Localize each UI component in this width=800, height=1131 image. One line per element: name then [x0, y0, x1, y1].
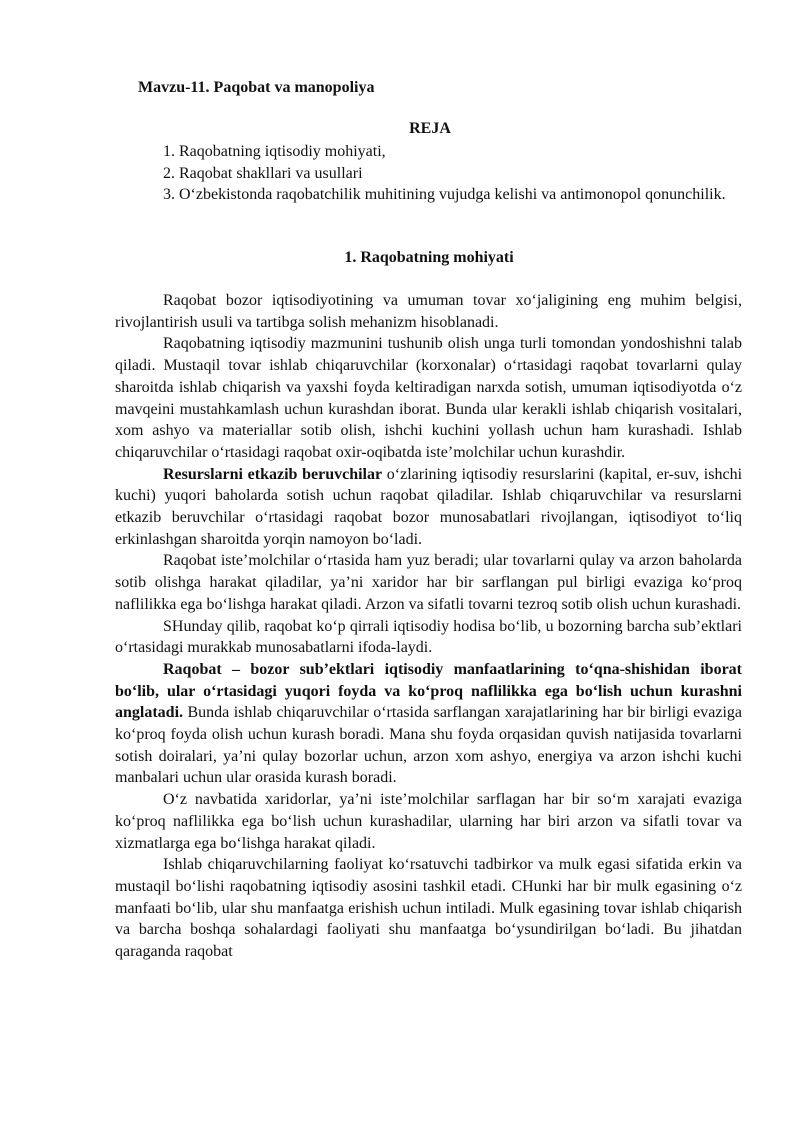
paragraph-text: Raqobatning iqtisodiy mazmunini tushunib olish unga turli tomondan yondoshishni talab qiladi. Mustaqil tovar ishlab chiqaruvchilar (korxonalar) o‘rtasidagi raqobat tovarlarni qulay sharoitda ishlab chiqarish va yaxshi foyda keltiradigan narxda sotish, umuman iqtisodiyotda o‘z mavqeini mustahkamlash uchun kurashdan iborat. Bunda ular kerakli ishlab chiqarish vositalari, xom ashyo va materiallar sotib olish, ishchi kuchini yollash uchun ham kurashadi. Ishlab chiqaruvchilar o‘rtasidagi raqobat oxir-oqibatda iste’molchilar uchun kurashdir. — [115, 335, 742, 461]
paragraph — [115, 659, 742, 789]
paragraph-text: O‘z navbatida xaridorlar, ya’ni iste’molchilar sarflagan har bir so‘m xarajati evaziga ko‘proq naflilikka ega bo‘lish uchun kurashadilar, ularning har biri arzon va sifatli tovar va xizmatlarga ega bo‘lishga harakat qiladi. — [115, 791, 742, 852]
paragraph — [115, 290, 742, 333]
paragraph-lead: Resurslarni etkazib beruvchilar — [163, 465, 383, 483]
paragraph-text: o‘zlarining iqtisodiy resurslarini (kapital, er-suv, ishchi kuchi) yuqori baholarda sotish uchun raqobat qiladilar. Ishlab chiqaruvchilar va resurslarni etkazib beruvchilar o‘rtasidagi raqobat bozor munosabatlari rivojlangan, iqtisodiyot to‘liq erkinlashgan sharoitda yorqin namoyon bo‘ladi. — [115, 465, 743, 548]
paragraph-text: Raqobat iste’molchilar o‘rtasida ham yuz beradi; ular tovarlarni qulay va arzon baholarda sotib olishga harakat qiladilar, ya’ni xaridor har bir sarflangan pul birligi evaziga ko‘proq naflilikka ega bo‘lishga harakat qiladi. Arzon va sifatli tovarni tezroq sotib olish uchun kurashadi. — [115, 552, 742, 613]
plan-item: 2. Raqobat shakllari va usullari — [163, 164, 363, 182]
paragraph — [115, 616, 742, 659]
paragraph-text: SHunday qilib, raqobat ko‘p qirrali iqtisodiy hodisa bo‘lib, u bozorning barcha sub’ektlari o‘rtasidagi murakkab munosabatlarni ifoda-laydi. — [115, 617, 742, 657]
plan-item: 1. Raqobatning iqtisodiy mohiyati, — [163, 143, 386, 160]
paragraph — [115, 333, 742, 463]
paragraph-text: Ishlab chiqaruvchilarning faoliyat ko‘rsatuvchi tadbirkor va mulk egasi sifatida erkin va mustaqil bo‘lishi raqobatning iqtisodiy asosini tashkil etadi. CHunki har bir mulk egasining o‘z manfaati bo‘lib, ular shu manfaatga erishish uchun intiladi. Mulk egasining tovar ishlab chiqarish va barcha boshqa sohalardagi faoliyati shu manfaatga bo‘ysundirilgan bo‘ladi. Bu jihatdan qaraganda raqobat — [115, 856, 742, 961]
section-title: 1. Raqobatning mohiyati — [344, 249, 514, 266]
paragraph-text: Raqobat bozor iqtisodiyotining va umuman tovar xo‘jaligining eng muhim belgisi, rivojlantirish usuli va tartibga solish mehanizm hisoblanadi. — [115, 292, 742, 331]
plan-item: 3. O‘zbekistonda raqobatchilik muhitining vujudga kelishi va antimonopol qonunchilik. — [163, 186, 726, 204]
paragraph — [115, 550, 742, 615]
paragraph-lead: Raqobat – bozor sub’ektlari iqtisodiy manfaatlarining to‘qna-shishidan iborat bo‘lib, ular o‘rtasidagi yuqori foyda va ko‘proq naflilikka ega bo‘lish uchun kurashni anglatadi. — [115, 660, 742, 722]
paragraph — [115, 789, 742, 854]
paragraph — [115, 464, 742, 551]
plan-title: REJA — [409, 120, 451, 137]
topic-title: Mavzu-11. Paqobat va manopoliya — [138, 79, 375, 96]
paragraph — [115, 854, 742, 963]
body-text — [115, 290, 742, 963]
paragraph-text: Bunda ishlab chiqaruvchilar o‘rtasida sarflangan xarajatlarining har bir birligi evaziga ko‘proq foyda olish uchun kurash boradi. Mana shu foyda orqasidan quvish natijasida tovarlarni sotish doiralari, ya’ni qulay bozorlar uchun, arzon xom ashyo, energiya va arzon ishchi kuchi manbalari uchun ular orasida kurash boradi. — [115, 704, 742, 787]
plan-list — [163, 141, 742, 206]
